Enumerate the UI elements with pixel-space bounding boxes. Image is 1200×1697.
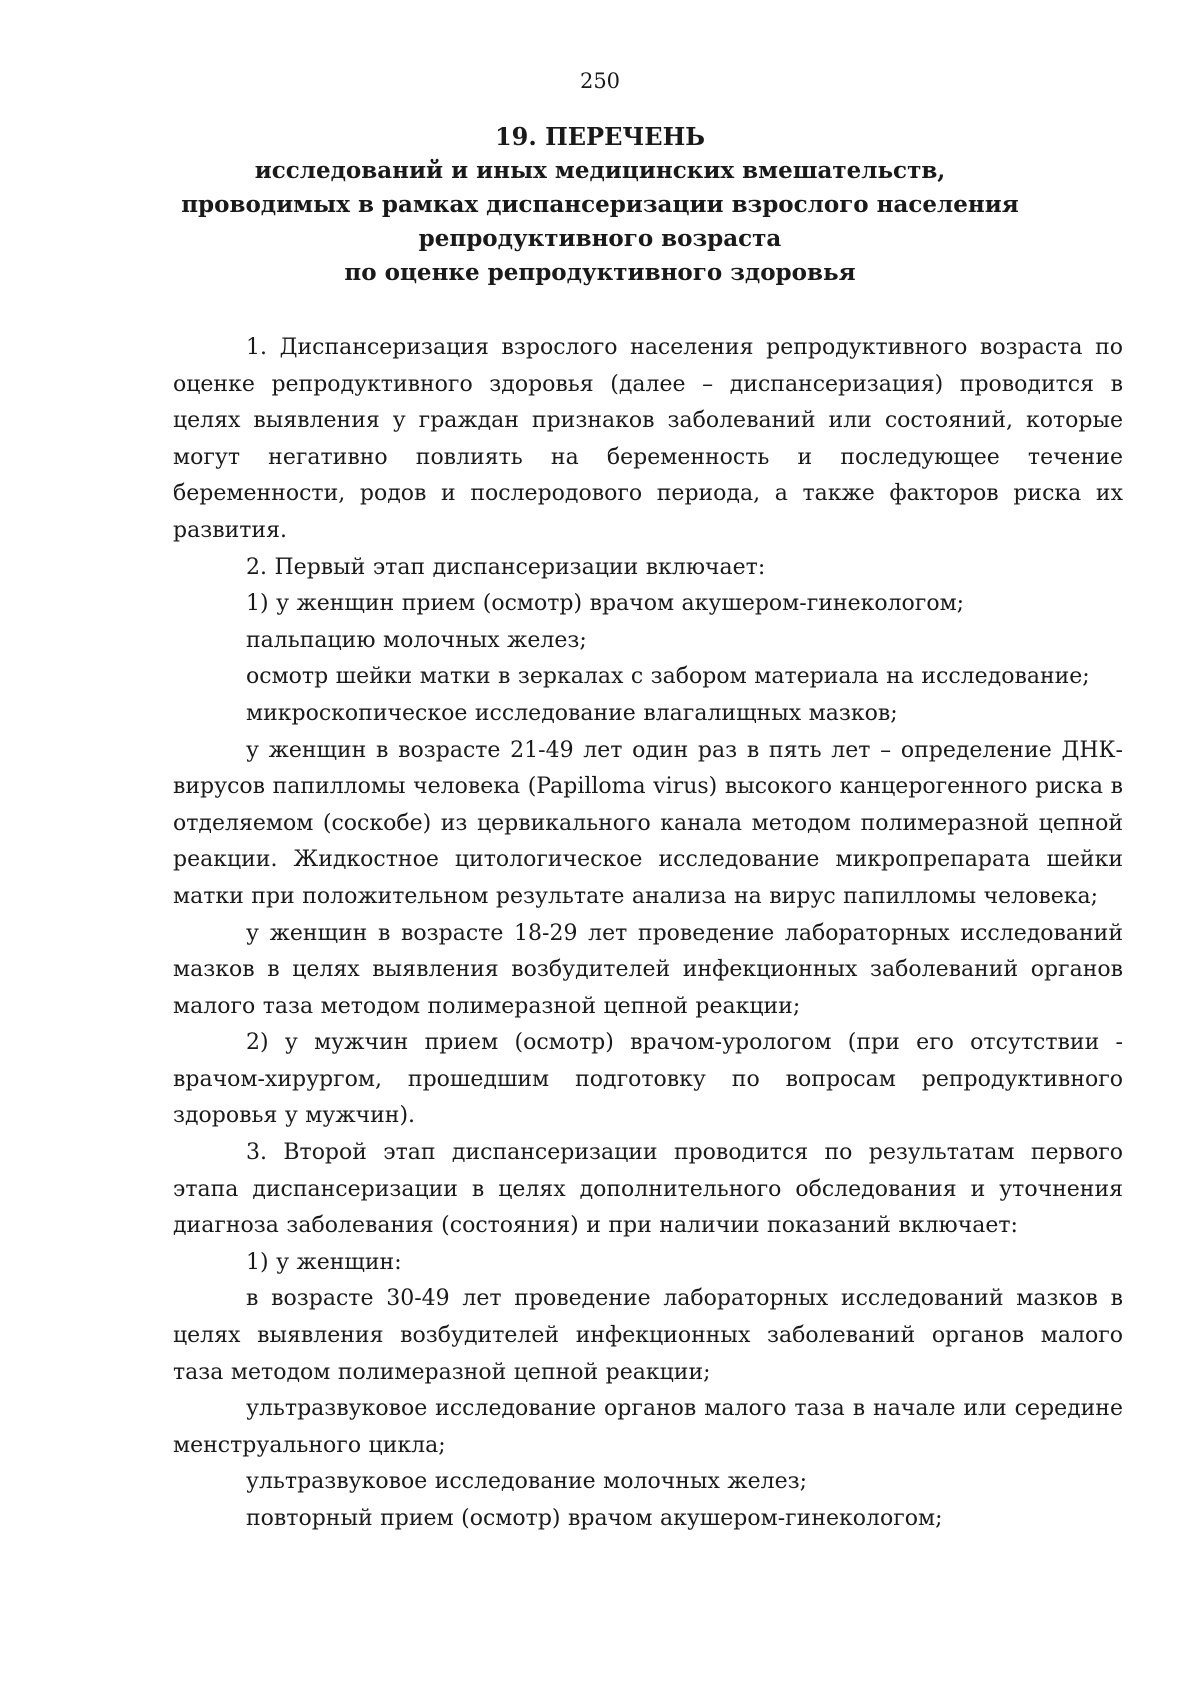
paragraph-11: 1) у женщин: (246, 1249, 402, 1275)
title-line-3: проводимых в рамках диспансеризации взрослого населения (181, 191, 1019, 218)
paragraph-5: осмотр шейки матки в зеркалах с забором материала на исследование; (246, 664, 1090, 690)
paragraph-6: микроскопическое исследование влагалищных мазков; (246, 700, 898, 726)
paragraph-2: 2. Первый этап диспансеризации включает: (246, 554, 766, 580)
document-title (0, 120, 1200, 290)
paragraph-10: 3. Второй этап диспансеризации проводится по результатам первого этапа диспансеризации в целях дополнительного обследования и уточнения диагноза заболевания (состояния) и при наличии показаний включает: (173, 1140, 1123, 1239)
paragraph-3: 1) у женщин прием (осмотр) врачом акушером-гинекологом; (246, 591, 965, 617)
title-line-5: по оценке репродуктивного здоровья (344, 259, 856, 286)
title-line-1: 19. ПЕРЕЧЕНЬ (494, 122, 706, 151)
paragraph-13: ультразвуковое исследование органов малого таза в начале или середине менструального цикла; (173, 1396, 1123, 1458)
document-body (173, 330, 1123, 1538)
paragraph-4: пальпацию молочных желез; (246, 627, 587, 653)
paragraph-7: у женщин в возрасте 21-49 лет один раз в пять лет – определение ДНК-вирусов папилломы человека (Papilloma virus) высокого канцерогенного риска в отделяемом (соскобе) из цервикального канала методом полимеразной цепной реакции. Жидкостное цитологическое исследование микропрепарата шейки матки при положительном результате анализа на вирус папилломы человека; (173, 737, 1123, 909)
paragraph-8: у женщин в возрасте 18-29 лет проведение лабораторных исследований мазков в целях выявления возбудителей инфекционных заболеваний органов малого таза методом полимеразной цепной реакции; (173, 920, 1123, 1019)
title-line-4: репродуктивного возраста (418, 225, 782, 252)
paragraph-1: 1. Диспансеризация взрослого населения репродуктивного возраста по оценке репродуктивного здоровья (далее – диспансеризация) проводится в целях выявления у граждан признаков заболеваний или состояний, которые могут негативно повлиять на беременность и последующее течение беременности, родов и послеродового периода, а также факторов риска их развития. (173, 335, 1123, 543)
paragraph-14: ультразвуковое исследование молочных желез; (246, 1469, 808, 1495)
title-line-2: исследований и иных медицинских вмешательств, (254, 157, 946, 184)
paragraph-12: в возрасте 30-49 лет проведение лабораторных исследований мазков в целях выявления возбудителей инфекционных заболеваний органов малого таза методом полимеразной цепной реакции; (173, 1286, 1123, 1385)
paragraph-9: 2) у мужчин прием (осмотр) врачом-урологом (при его отсутствии - врачом-хирургом, прошедшим подготовку по вопросам репродуктивного здоровья у мужчин). (173, 1030, 1123, 1129)
paragraph-15: повторный прием (осмотр) врачом акушером-гинекологом; (246, 1506, 943, 1531)
page-number: 250 (579, 69, 621, 93)
